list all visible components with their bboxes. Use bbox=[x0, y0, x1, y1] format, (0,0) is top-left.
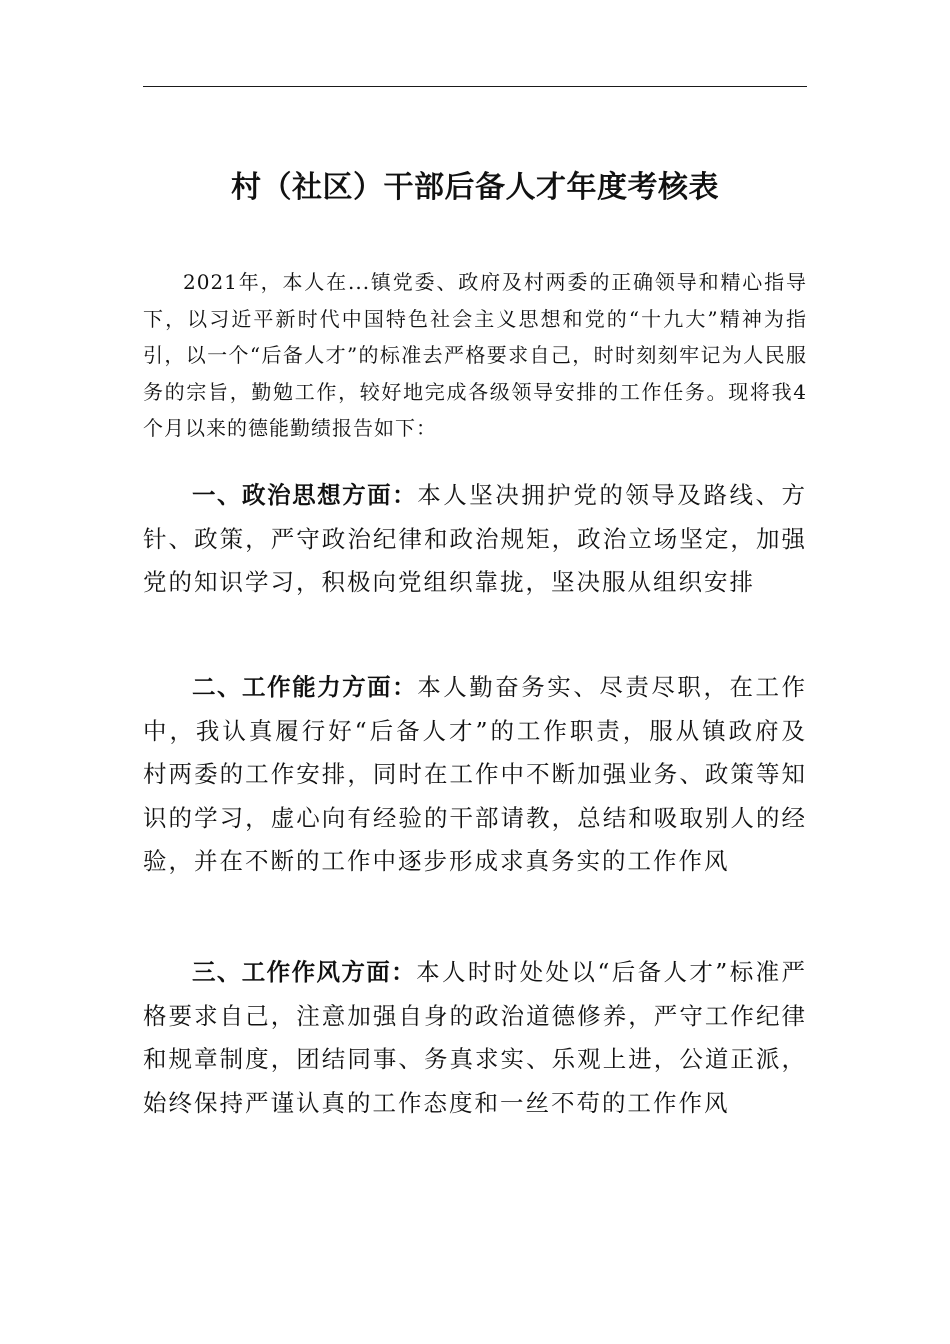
section-political-thought bbox=[143, 474, 807, 605]
intro-paragraph: 2021年，本人在...镇党委、政府及村两委的正确领导和精心指导下，以习近平新时代中国特色社会主义思想和党的“十九大”精神为指引，以一个“后备人才”的标准去严格要求自己，时时刻刻牢记为人民服务的宗旨，勤勉工作，较好地完成各级领导安排的工作任务。现将我4个月以来的德能勤绩报告如下： bbox=[143, 270, 807, 440]
section-heading: 三、工作作风方面： bbox=[192, 958, 417, 986]
section-heading: 二、工作能力方面： bbox=[192, 673, 418, 701]
section-work-style bbox=[143, 951, 807, 1125]
section-work-ability bbox=[143, 666, 807, 884]
section-body: 本人时时处处以“后备人才”标准严格要求自己，注意加强自身的政治道德修养，严守工作纪律和规章制度，团结同事、务真求实、乐观上进，公道正派，始终保持严谨认真的工作态度和一丝不苟的工作作风 bbox=[143, 958, 808, 1117]
section-heading: 一、政治思想方面： bbox=[192, 481, 418, 509]
document-title: 村（社区）干部后备人才年度考核表 bbox=[231, 170, 719, 205]
header-rule bbox=[143, 86, 807, 87]
section-body: 本人勤奋务实、尽责尽职，在工作中，我认真履行好“后备人才”的工作职责，服从镇政府及村两委的工作安排，同时在工作中不断加强业务、政策等知识的学习，虚心向有经验的干部请教，总结和吸取别人的经验，并在不断的工作中逐步形成求真务实的工作作风 bbox=[143, 673, 808, 875]
section-body: 本人坚决拥护党的领导及路线、方针、政策，严守政治纪律和政治规矩，政治立场坚定，加强党的知识学习，积极向党组织靠拢，坚决服从组织安排 bbox=[143, 481, 808, 596]
